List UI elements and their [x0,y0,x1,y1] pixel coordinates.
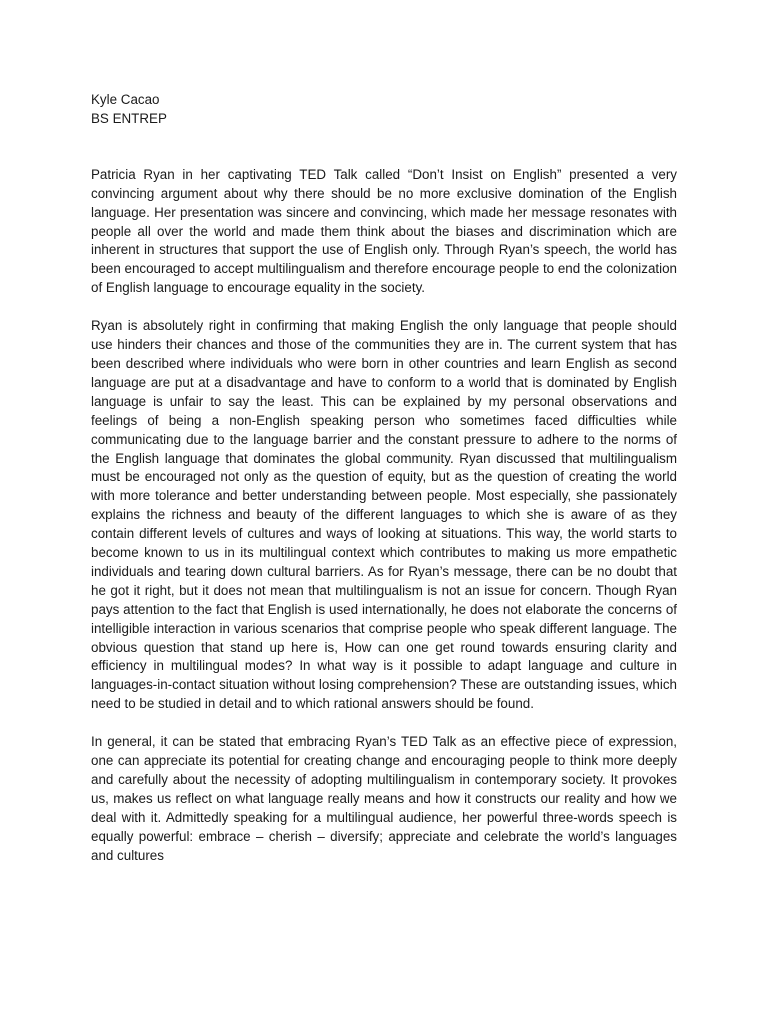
essay-paragraph-2: Ryan is absolutely right in confirming that making English the only language that people should use hinders their chances and those of the communities they are in. The current system that has been described where individuals who were born in other countries and learn English as second language are put at a disadvantage and have to conform to a world that is dominated by English language is unfair to say the least. This can be explained by my personal observations and feelings of being a non-English speaking person who sometimes faced difficulties while communicating due to the language barrier and the constant pressure to adhere to the norms of the English language that dominates the global community. Ryan discussed that multilingualism must be encouraged not only as the question of equity, but as the question of creating the world with more tolerance and better understanding between people. Most especially, she passionately explains the richness and beauty of the different languages to which she is aware of as they contain different levels of cultures and ways of looking at situations. This way, the world starts to become known to us in its multilingual context which contributes to making us more empathetic individuals and tearing down cultural barriers. As for Ryan’s message, there can be no doubt that he got it right, but it does not mean that multilingualism is not an issue for concern. Though Ryan pays attention to the fact that English is used internationally, he does not elaborate the concerns of intelligible interaction in various scenarios that comprise people who speak different language. The obvious question that stand up here is, How can one get round towards ensuring clarity and efficiency in multilingual modes? In what way is it possible to adapt language and culture in languages-in-contact situation without losing comprehension? These are outstanding issues, which need to be studied in detail and to which rational answers should be found. [91,318,677,712]
essay-paragraph-3: In general, it can be stated that embracing Ryan’s TED Talk as an effective piece of expression, one can appreciate its potential for creating change and encouraging people to think more deeply and carefully about the necessity of adopting multilingualism in contemporary society. It provokes us, makes us reflect on what language really means and how it constructs our reality and how we deal with it. Admittedly speaking for a multilingual audience, her powerful three-words speech is equally powerful: embrace – cherish – diversify; appreciate and celebrate the world’s languages and cultures [91,734,677,863]
document-page [91,91,677,866]
author-name: Kyle Cacao [91,92,160,107]
program-name: BS ENTREP [91,110,167,126]
essay-paragraph-1: Patricia Ryan in her captivating TED Talk called “Don’t Insist on English” presented a very convincing argument about why there should be no more exclusive domination of the English language. Her presentation was sincere and convincing, which made her message resonates with people all over the world and made them think about the biases and discrimination which are inherent in structures that support the use of English only. Through Ryan’s speech, the world has been encouraged to accept multilingualism and therefore encourage people to end the colonization of English language to encourage equality in the society. [91,166,677,296]
